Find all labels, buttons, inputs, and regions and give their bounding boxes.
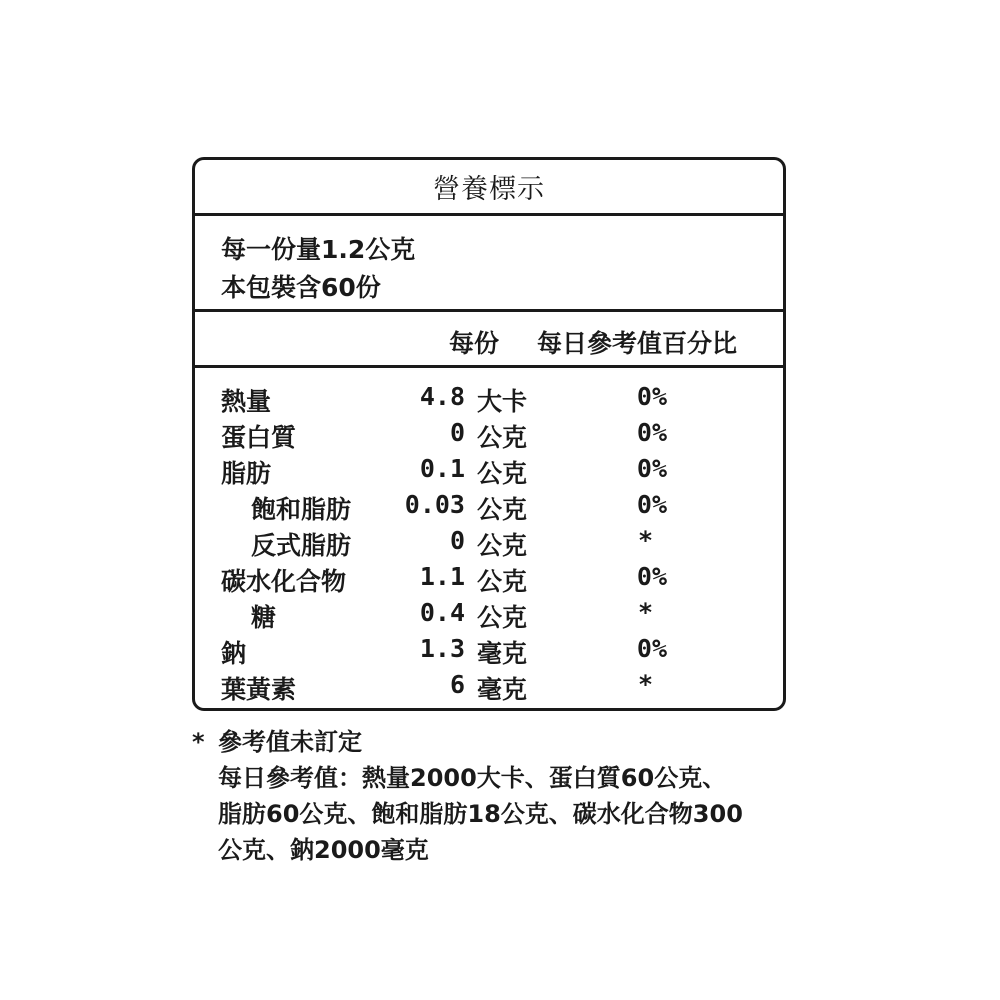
nutrient-name: 反式脂肪 bbox=[251, 531, 352, 560]
nutrient-unit: 公克 bbox=[477, 423, 528, 452]
footnote-line: 脂肪60公克、飽和脂肪18公克、碳水化合物300 bbox=[218, 800, 743, 828]
nutrient-row bbox=[195, 490, 783, 526]
nutrient-amount: 0 bbox=[449, 418, 465, 447]
serving-info bbox=[195, 216, 783, 312]
nutrient-row bbox=[195, 526, 783, 562]
nutrient-amount: 0.4 bbox=[419, 598, 465, 627]
nutrition-title: 營養標示 bbox=[195, 160, 783, 216]
nutrient-name: 糖 bbox=[251, 603, 277, 632]
nutrition-facts-panel bbox=[192, 157, 786, 711]
nutrient-daily-value: 0% bbox=[636, 490, 667, 519]
nutrient-amount: 0.03 bbox=[404, 490, 465, 519]
nutrient-amount: 0 bbox=[449, 526, 465, 555]
nutrient-unit: 公克 bbox=[477, 459, 528, 488]
column-headers bbox=[195, 312, 783, 368]
nutrient-name: 鈉 bbox=[221, 639, 247, 668]
nutrient-daily-value: 0% bbox=[636, 382, 667, 411]
nutrient-name: 熱量 bbox=[221, 387, 272, 416]
nutrient-unit: 毫克 bbox=[477, 639, 528, 668]
footnote-line: 參考值未訂定 bbox=[218, 728, 362, 756]
footnote-line: 公克、鈉2000毫克 bbox=[218, 836, 429, 864]
nutrient-amount: 1.3 bbox=[419, 634, 465, 663]
nutrient-unit: 公克 bbox=[477, 603, 528, 632]
servings-per-package: 本包裝含60份 bbox=[221, 273, 381, 302]
nutrient-unit: 公克 bbox=[477, 567, 528, 596]
per-serving-header: 每份 bbox=[449, 329, 500, 358]
nutrient-unit: 公克 bbox=[477, 531, 528, 560]
nutrient-row bbox=[195, 382, 783, 418]
footnote-star: * bbox=[192, 728, 205, 756]
nutrient-name: 蛋白質 bbox=[221, 423, 297, 452]
nutrient-amount: 1.1 bbox=[419, 562, 465, 591]
nutrient-daily-value: 0% bbox=[636, 562, 667, 591]
nutrient-row bbox=[195, 598, 783, 634]
nutrient-unit: 毫克 bbox=[477, 675, 528, 704]
nutrient-amount: 0.1 bbox=[419, 454, 465, 483]
nutrient-amount: 4.8 bbox=[419, 382, 465, 411]
nutrient-row bbox=[195, 670, 783, 706]
nutrient-row bbox=[195, 418, 783, 454]
nutrient-daily-value: * bbox=[637, 670, 653, 699]
nutrient-daily-value: * bbox=[637, 526, 653, 555]
nutrient-daily-value: 0% bbox=[636, 454, 667, 483]
nutrient-unit: 大卡 bbox=[477, 387, 528, 416]
nutrient-row bbox=[195, 454, 783, 490]
nutrient-name: 碳水化合物 bbox=[221, 567, 347, 596]
nutrient-row bbox=[195, 562, 783, 598]
nutrient-name: 脂肪 bbox=[221, 459, 272, 488]
nutrient-name: 葉黃素 bbox=[221, 675, 297, 704]
nutrient-name: 飽和脂肪 bbox=[251, 495, 352, 524]
nutrient-daily-value: * bbox=[637, 598, 653, 627]
nutrient-row bbox=[195, 634, 783, 670]
nutrient-daily-value: 0% bbox=[636, 634, 667, 663]
footnote-line: 每日參考值：熱量2000大卡、蛋白質60公克、 bbox=[218, 764, 727, 792]
nutrient-daily-value: 0% bbox=[636, 418, 667, 447]
nutrient-unit: 公克 bbox=[477, 495, 528, 524]
daily-value-header: 每日參考值百分比 bbox=[537, 329, 738, 358]
nutrient-amount: 6 bbox=[449, 670, 465, 699]
serving-size: 每一份量1.2公克 bbox=[221, 235, 416, 264]
